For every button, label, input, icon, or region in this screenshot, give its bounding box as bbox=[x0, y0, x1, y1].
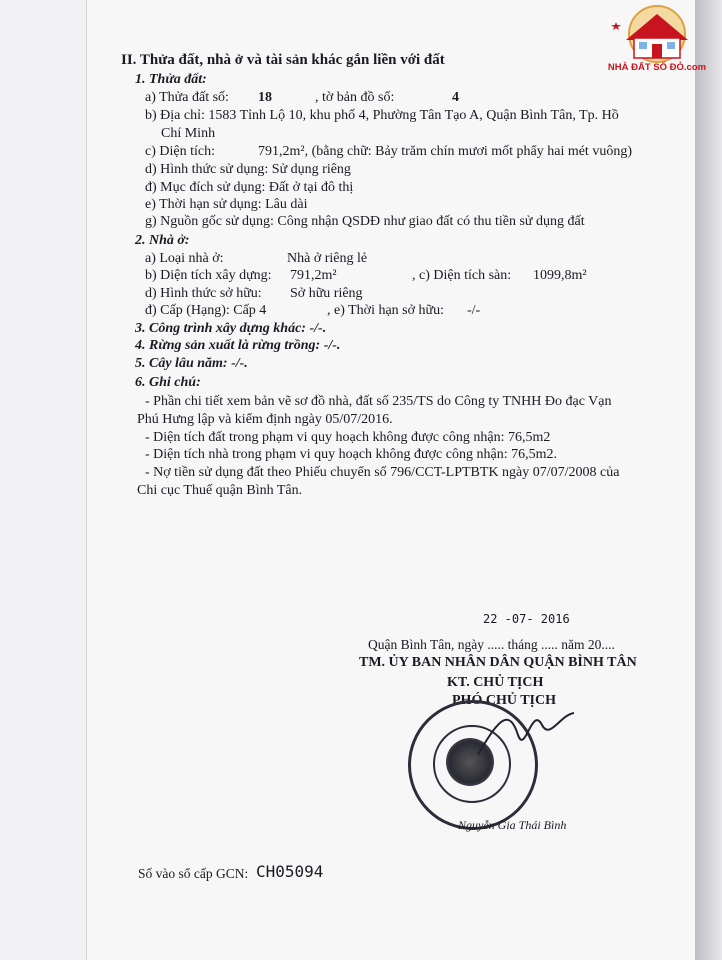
ownership-term-value: -/- bbox=[467, 303, 481, 318]
signer-name: Nguyễn Gia Thái Bình bbox=[458, 818, 567, 832]
issuing-authority: TM. ỦY BAN NHÂN DÂN QUẬN BÌNH TÂN bbox=[359, 655, 637, 670]
usage-term: e) Thời hạn sử dụng: Lâu dài bbox=[145, 197, 308, 212]
build-area-value: 791,2m² bbox=[290, 268, 337, 283]
parcel-number-value: 18 bbox=[258, 90, 272, 105]
brand-logo bbox=[596, 4, 718, 78]
parcel-number-label: a) Thửa đất số: bbox=[145, 90, 229, 105]
vice-chairman: PHÓ CHỦ TỊCH bbox=[452, 693, 556, 708]
usage-form: d) Hình thức sử dụng: Sử dụng riêng bbox=[145, 162, 351, 177]
section-heading: II. Thửa đất, nhà ở và tài sản khác gắn liền với đất bbox=[121, 52, 445, 68]
grade-label: đ) Cấp (Hạng): Cấp 4 bbox=[145, 303, 267, 318]
address-line-2: Chí Minh bbox=[161, 126, 216, 141]
note-4-line-2: Chi cục Thuế quận Bình Tân. bbox=[137, 483, 303, 498]
note-2: - Diện tích đất trong phạm vi quy hoạch không được công nhận: 76,5m2 bbox=[145, 430, 551, 445]
ownership-form-value: Sở hữu riêng bbox=[290, 286, 363, 301]
ownership-form-label: d) Hình thức sở hữu: bbox=[145, 286, 262, 301]
map-sheet-value: 4 bbox=[452, 90, 459, 105]
page-edge bbox=[695, 0, 722, 960]
signature-scribble bbox=[470, 695, 580, 765]
area-value: 791,2m², (bằng chữ: Bảy trăm chín mươi mốt phẩy hai mét vuông) bbox=[258, 144, 632, 159]
house-type-value: Nhà ở riêng lẻ bbox=[287, 251, 368, 266]
house-logo-icon bbox=[596, 4, 718, 64]
build-area-label: b) Diện tích xây dựng: bbox=[145, 268, 272, 283]
map-sheet-label: , tờ bản đồ số: bbox=[315, 90, 395, 105]
usage-purpose: đ) Mục đích sử dụng: Đất ở tại đô thị bbox=[145, 180, 354, 195]
place-date: Quận Bình Tân, ngày ..... tháng ..... năm 20.... bbox=[368, 637, 615, 652]
gcn-register-label: Số vào sổ cấp GCN: bbox=[138, 866, 249, 881]
logo-text: NHÀ ĐẤT SỔ ĐỎ.com bbox=[607, 62, 707, 73]
ownership-term-label: , e) Thời hạn sở hữu: bbox=[327, 303, 445, 318]
note-1-line-1: - Phần chi tiết xem bản vẽ sơ đồ nhà, đất số 235/TS do Công ty TNHH Đo đạc Vạn bbox=[145, 394, 612, 409]
address-line-1: b) Địa chỉ: 1583 Tỉnh Lộ 10, khu phố 4, Phường Tân Tạo A, Quận Bình Tân, Tp. Hồ bbox=[145, 108, 619, 123]
on-behalf-chairman: KT. CHỦ TỊCH bbox=[447, 675, 544, 690]
floor-area-label: , c) Diện tích sàn: bbox=[412, 268, 512, 283]
area-label: c) Diện tích: bbox=[145, 144, 215, 159]
land-section-title: 1. Thửa đất: bbox=[135, 72, 207, 87]
note-3: - Diện tích nhà trong phạm vi quy hoạch không được công nhận: 76,5m2. bbox=[145, 447, 557, 462]
note-4-line-1: - Nợ tiền sử dụng đất theo Phiếu chuyển số 796/CCT-LPTBTK ngày 07/07/2008 của bbox=[145, 465, 620, 480]
gcn-register-number: CH05094 bbox=[256, 862, 324, 881]
house-type-label: a) Loại nhà ở: bbox=[145, 251, 224, 266]
floor-area-value: 1099,8m² bbox=[533, 268, 587, 283]
usage-origin: g) Nguồn gốc sử dụng: Công nhận QSDĐ như giao đất có thu tiền sử dụng đất bbox=[145, 214, 585, 229]
house-section-title: 2. Nhà ở: bbox=[135, 233, 190, 248]
other-construction: 3. Công trình xây dựng khác: -/-. bbox=[135, 321, 327, 336]
note-1-line-2: Phú Hưng lập và kiểm định ngày 05/07/2016. bbox=[137, 412, 393, 427]
production-forest: 4. Rừng sản xuất là rừng trồng: -/-. bbox=[135, 338, 341, 353]
notes-title: 6. Ghi chú: bbox=[135, 375, 201, 390]
perennial-trees: 5. Cây lâu năm: -/-. bbox=[135, 356, 248, 371]
date-stamp: 22 -07- 2016 bbox=[483, 612, 570, 626]
